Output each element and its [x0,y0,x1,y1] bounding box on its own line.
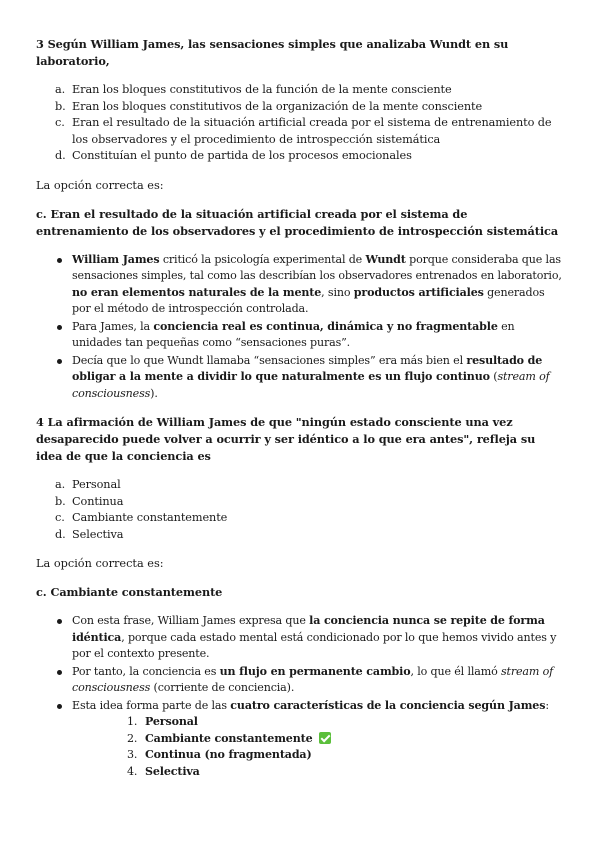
bullet-dot-icon [57,325,62,330]
question-4-title: 4 La afirmación de William James de que "ningún estado consciente una vez desaparecido puede volver a ocurrir y ser idéntico a lo que era antes", refleja su idea de que la conciencia es [36,415,536,463]
option-marker: b. [55,494,66,508]
option-marker: a. [55,478,66,491]
explanation-bullet [36,319,562,352]
text: Por tanto, la conciencia es [72,664,220,678]
correct-option-label: La opción correcta es: [36,557,164,570]
characteristic-text: Continua (no fragmentada) [145,748,312,761]
question-4-explanation [36,613,562,780]
option-text: Eran el resultado de la situación artificial creada por el sistema de entrenamiento de los observadores y el procedimiento de introspección sistemática [72,116,552,146]
option-text: Constituían el punto de partida de los procesos emocionales [72,149,412,162]
italic-text: stream of consciousness [72,370,550,400]
text: Para James, la [72,319,154,333]
option-marker: d. [55,527,66,541]
option-a [36,82,562,99]
text: en unidades tan pequeñas como “sensaciones puras”. [72,319,515,349]
characteristic-text: Selectiva [145,764,200,778]
item-number: 1. [127,715,138,728]
question-3-explanation [36,252,562,403]
question-3-answer: c. Eran el resultado de la situación artificial creada por el sistema de entrenamiento de los observadores y el procedimiento de introspección sistemática [36,206,559,238]
item-number: 3. [127,748,138,761]
option-c [36,115,562,148]
bold-text: Wundt [365,252,406,266]
text: (corriente de conciencia). [150,681,295,694]
characteristic-item [72,714,562,731]
option-c [36,510,562,527]
option-text: Personal [72,478,121,491]
bold-text: no eran elementos naturales de la mente [72,285,322,299]
bold-text: conciencia real es continua, dinámica y no fragmentable [153,319,498,333]
option-d [36,527,562,544]
option-b [36,99,562,116]
text: Esta idea forma parte de las [72,698,231,712]
explanation-bullet [36,252,562,318]
bold-text: un flujo en permanente cambio [219,664,411,678]
bold-text: productos artificiales [353,285,484,299]
explanation-bullet [36,664,562,697]
option-text: Eran los bloques constitutivos de la función de la mente consciente [72,83,452,96]
option-marker: b. [55,99,66,113]
check-mark-icon [319,732,331,744]
option-text: Eran los bloques constitutivos de la organización de la mente consciente [72,99,483,113]
explanation-bullet [36,613,562,663]
text: : [545,698,549,712]
characteristic-text: Cambiante constantemente [145,731,313,745]
question-4-options [36,477,562,543]
option-text: Selectiva [72,527,124,541]
option-marker: a. [55,83,66,96]
text: criticó la psicología experimental de [159,252,366,266]
option-text: Continua [72,494,124,508]
option-a [36,477,562,494]
bullet-dot-icon [57,359,62,364]
question-3-title: 3 Según William James, las sensaciones simples que analizaba Wundt en su laboratorio, [36,37,509,68]
text: porque consideraba que las sensaciones simples, tal como las describían los observadores entrenados en laboratorio, [72,252,562,282]
option-text: Cambiante constantemente [72,511,228,524]
characteristic-item [72,764,562,781]
option-d [36,148,562,165]
question-3-options [36,82,562,165]
option-marker: d. [55,149,66,162]
text: , porque cada estado mental está condicionado por lo que hemos vivido antes y por el contexto presente. [72,630,557,660]
italic-text: stream of consciousness [72,664,554,694]
bullet-dot-icon [57,670,62,675]
characteristic-item [72,731,562,748]
question-4-answer: c. Cambiante constantemente [36,585,223,599]
text: Decía que lo que Wundt llamaba “sensaciones simples” era más bien el [72,353,467,367]
option-marker: c. [55,511,65,524]
option-marker: c. [55,116,65,129]
text: , sino [321,285,354,299]
text: Con esta frase, William James expresa que [72,614,310,627]
bold-text: cuatro características de la conciencia según James [230,698,546,712]
characteristic-text: Personal [145,715,198,728]
text: generados por el método de introspección controlada. [72,285,545,315]
text: , lo que él llamó [410,664,501,678]
bold-text: William James [72,252,160,266]
explanation-bullet [36,698,562,781]
item-number: 2. [127,731,138,745]
bullet-dot-icon [57,258,62,263]
correct-option-label: La opción correcta es: [36,178,164,192]
bullet-dot-icon [57,619,62,624]
option-b [36,494,562,511]
text: ( [489,370,498,383]
bold-text: resultado de obligar a la mente a dividir lo que naturalmente es un flujo continuo [72,353,543,383]
text: ). [150,386,158,400]
characteristic-item [72,747,562,764]
explanation-bullet [36,353,562,403]
item-number: 4. [127,764,138,778]
bullet-dot-icon [57,704,62,709]
characteristics-list [72,714,562,780]
bold-text: la conciencia nunca se repite de forma idéntica [72,614,545,644]
